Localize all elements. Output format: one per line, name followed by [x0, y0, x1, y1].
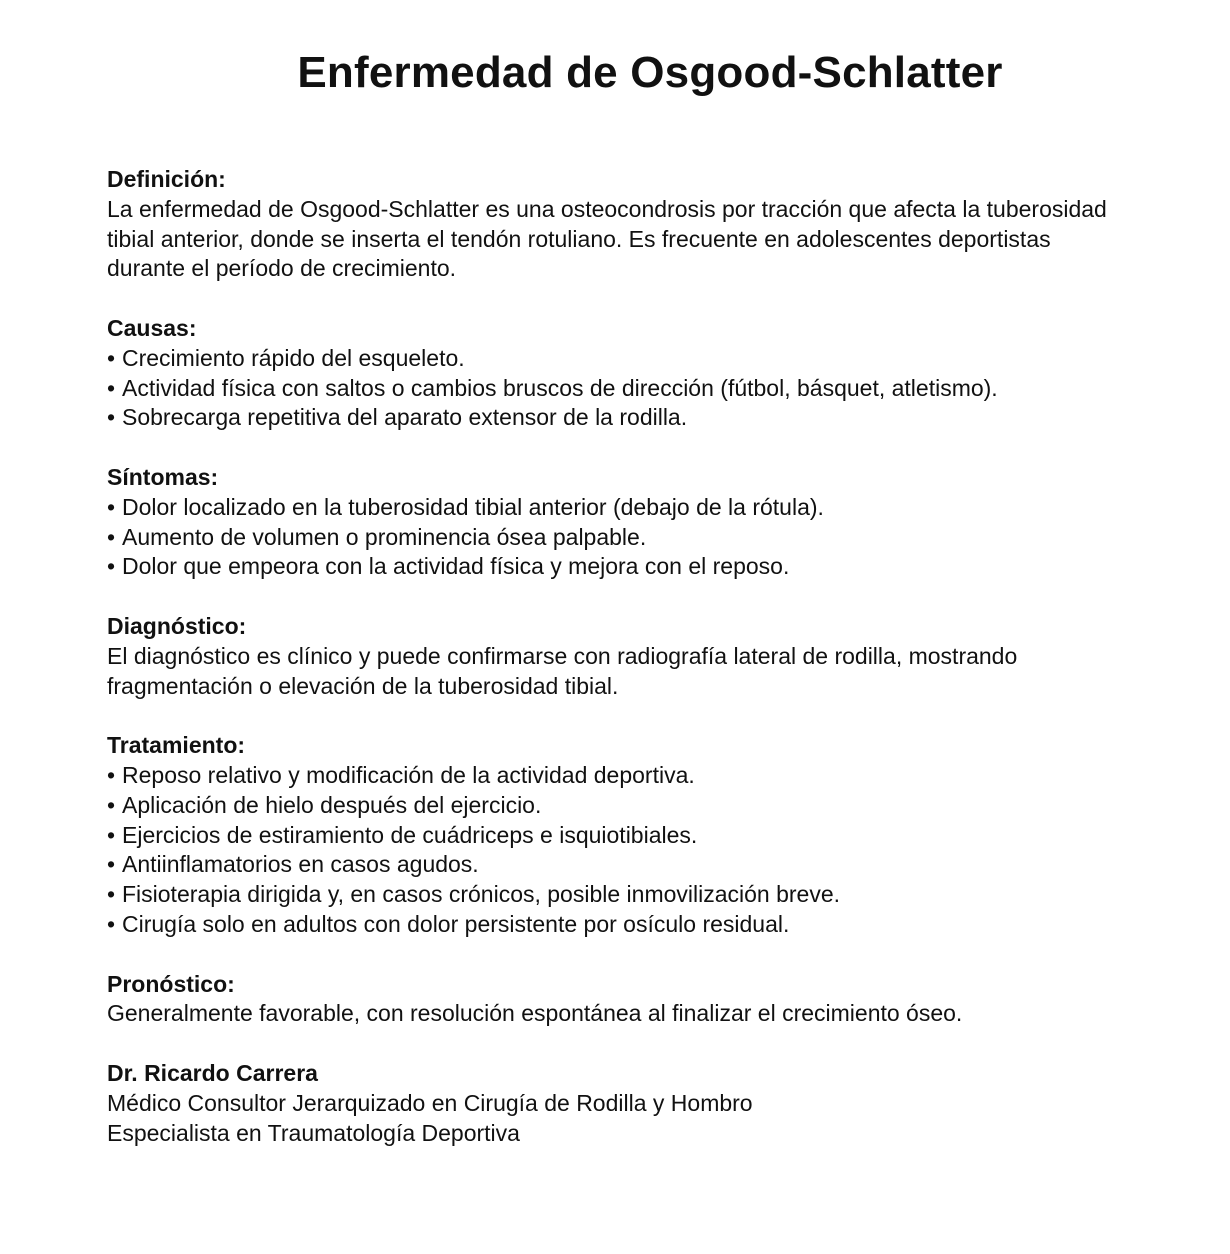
bullet-icon: • [107, 761, 116, 788]
list-item [107, 552, 1207, 582]
list-item-text: Cirugía solo en adultos con dolor persistente por osículo residual. [122, 910, 790, 937]
bullet-icon: • [107, 404, 116, 431]
author-specialty: Especialista en Traumatología Deportiva [107, 1119, 520, 1146]
bullet-icon: • [107, 881, 116, 908]
list-item [107, 374, 1207, 404]
list-item [107, 493, 1207, 523]
list-item-text: Aumento de volumen o prominencia ósea palpable. [122, 523, 647, 550]
causas-list [107, 344, 1207, 433]
section-heading: Pronóstico: [107, 970, 235, 997]
list-item [107, 850, 1207, 880]
list-item-text: Actividad física con saltos o cambios bruscos de dirección (fútbol, básquet, atletismo). [122, 374, 998, 401]
bullet-icon: • [107, 791, 116, 818]
paragraph-line: Generalmente favorable, con resolución espontánea al finalizar el crecimiento óseo. [107, 1000, 963, 1027]
list-item-text: Sobrecarga repetitiva del aparato extensor de la rodilla. [122, 404, 688, 431]
section-heading: Síntomas: [107, 463, 219, 490]
bullet-icon: • [107, 344, 116, 371]
section-heading: Definición: [107, 166, 226, 192]
section-sintomas [107, 463, 1207, 582]
section-definicion [107, 165, 1207, 284]
section-heading: Causas: [107, 314, 197, 341]
section-diagnostico [107, 612, 1207, 701]
page-title: Enfermedad de Osgood-Schlatter [297, 48, 1003, 97]
list-item-text: Fisioterapia dirigida y, en casos crónicos, posible inmovilización breve. [122, 881, 841, 908]
author-role: Médico Consultor Jerarquizado en Cirugía de Rodilla y Hombro [107, 1089, 753, 1116]
document-body [107, 165, 1207, 1178]
list-item [107, 880, 1207, 910]
list-item-text: Aplicación de hielo después del ejercicio. [122, 791, 542, 818]
list-item [107, 910, 1207, 940]
list-item-text: Antiinflamatorios en casos agudos. [122, 851, 479, 878]
paragraph-line: tibial anterior, donde se inserta el tendón rotuliano. Es frecuente en adolescentes deportistas [107, 225, 1051, 252]
paragraph-line: La enfermedad de Osgood-Schlatter es una osteocondrosis por tracción que afecta la tuberosidad [107, 195, 1107, 222]
section-causas [107, 314, 1207, 433]
bullet-icon: • [107, 374, 116, 401]
section-heading: Diagnóstico: [107, 612, 247, 639]
bullet-icon: • [107, 851, 116, 878]
list-item [107, 403, 1207, 433]
section-tratamiento [107, 731, 1207, 940]
paragraph-line: durante el período de crecimiento. [107, 255, 457, 282]
bullet-icon: • [107, 553, 116, 580]
list-item [107, 761, 1207, 791]
tratamiento-list [107, 761, 1207, 940]
bullet-icon: • [107, 910, 116, 937]
signature-block [107, 1059, 1207, 1148]
list-item [107, 821, 1207, 851]
list-item [107, 523, 1207, 553]
list-item-text: Reposo relativo y modificación de la actividad deportiva. [122, 761, 695, 788]
paragraph-line: El diagnóstico es clínico y puede confirmarse con radiografía lateral de rodilla, mostrando [107, 642, 1018, 669]
bullet-icon: • [107, 821, 116, 848]
list-item-text: Crecimiento rápido del esqueleto. [122, 344, 465, 371]
list-item [107, 344, 1207, 374]
section-heading: Tratamiento: [107, 732, 246, 759]
list-item [107, 791, 1207, 821]
paragraph-line: fragmentación o elevación de la tuberosidad tibial. [107, 672, 619, 699]
sintomas-list [107, 493, 1207, 582]
author-name: Dr. Ricardo Carrera [107, 1059, 318, 1086]
bullet-icon: • [107, 523, 116, 550]
list-item-text: Dolor localizado en la tuberosidad tibial anterior (debajo de la rótula). [122, 493, 824, 520]
list-item-text: Ejercicios de estiramiento de cuádriceps e isquiotibiales. [122, 821, 698, 848]
section-pronostico [107, 970, 1207, 1030]
bullet-icon: • [107, 493, 116, 520]
list-item-text: Dolor que empeora con la actividad física y mejora con el reposo. [122, 553, 790, 580]
